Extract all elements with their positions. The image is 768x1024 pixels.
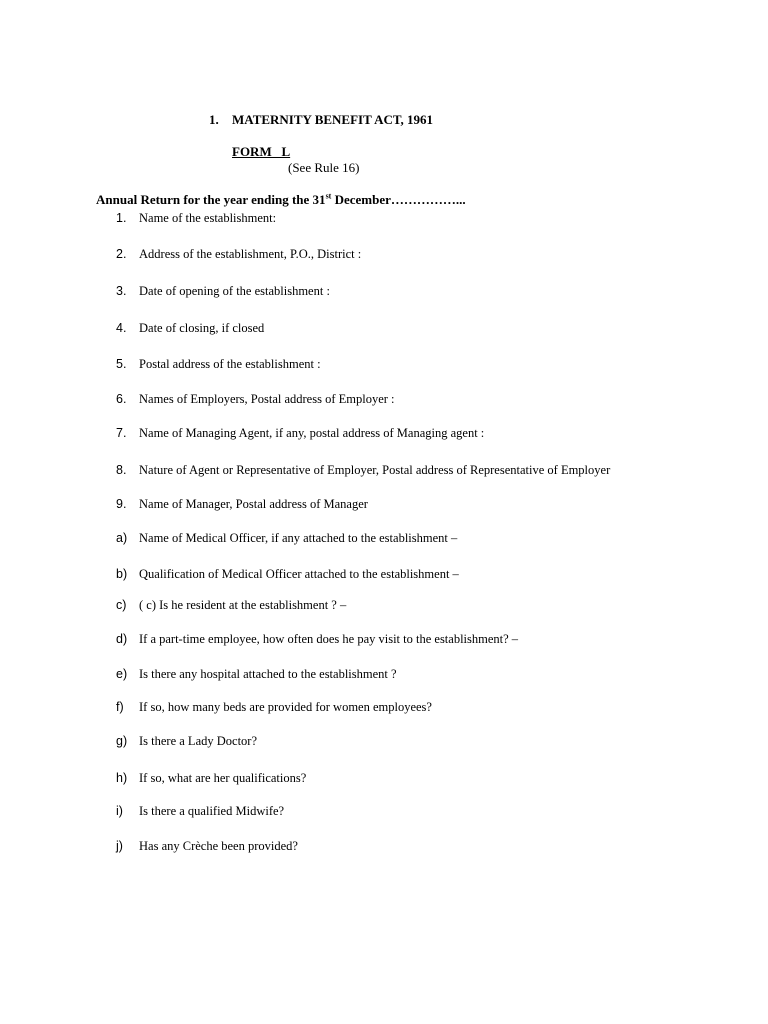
annual-return-prefix: Annual Return for the year ending the 31 xyxy=(96,192,326,207)
list-item xyxy=(116,497,736,515)
list-item xyxy=(116,632,736,650)
list-item-text: Is there a Lady Doctor? xyxy=(139,734,257,748)
list-item-text: Postal address of the establishment : xyxy=(139,357,321,371)
list-item-text: Date of opening of the establishment : xyxy=(139,284,330,298)
list-item-text: Nature of Agent or Representative of Employer, Postal address of Representative of Employer xyxy=(139,463,611,477)
list-item-text: Names of Employers, Postal address of Employer : xyxy=(139,392,395,406)
list-item-text: Has any Crèche been provided? xyxy=(139,839,298,853)
list-item xyxy=(116,771,736,789)
list-item-marker: 4. xyxy=(116,321,127,335)
list-item-marker: d) xyxy=(116,632,128,646)
list-item xyxy=(116,357,736,375)
list-item-marker: 1. xyxy=(116,211,127,225)
list-item-marker: 9. xyxy=(116,497,127,511)
annual-return-superscript: st xyxy=(325,191,332,201)
list-item-marker: a) xyxy=(116,531,128,545)
list-item-text: Name of Managing Agent, if any, postal address of Managing agent : xyxy=(139,426,485,440)
list-item-text: Name of Medical Officer, if any attached to the establishment – xyxy=(139,531,458,545)
act-heading xyxy=(209,112,433,128)
list-item xyxy=(116,734,736,752)
list-item-text: Qualification of Medical Officer attached to the establishment – xyxy=(139,567,459,581)
list-item-text: Is there any hospital attached to the establishment ? xyxy=(139,667,397,681)
act-heading-title: MATERNITY BENEFIT ACT, 1961 xyxy=(232,112,434,127)
list-item-text: Is there a qualified Midwife? xyxy=(139,804,285,818)
list-item xyxy=(116,804,736,822)
list-item xyxy=(116,667,736,685)
list-item xyxy=(116,247,736,265)
list-item-text: ( c) Is he resident at the establishment ? – xyxy=(139,598,347,612)
list-item xyxy=(116,463,736,481)
list-item-marker: e) xyxy=(116,667,128,681)
list-item-text: If a part-time employee, how often does he pay visit to the establishment? – xyxy=(139,632,519,646)
list-item-text: If so, how many beds are provided for women employees? xyxy=(139,700,432,714)
rule-reference: (See Rule 16) xyxy=(288,160,360,175)
list-item xyxy=(116,426,736,444)
list-item-marker: g) xyxy=(116,734,128,748)
list-item-marker: 6. xyxy=(116,392,127,406)
list-item xyxy=(116,567,736,585)
list-item-text: Name of Manager, Postal address of Manager xyxy=(139,497,368,511)
list-item-marker: 7. xyxy=(116,426,127,440)
list-item xyxy=(116,284,736,302)
list-item-marker: 3. xyxy=(116,284,127,298)
list-item xyxy=(116,321,736,339)
list-item-marker: b) xyxy=(116,567,128,581)
list-item-marker: i) xyxy=(116,804,123,818)
list-item xyxy=(116,598,736,616)
list-item xyxy=(116,700,736,718)
annual-return-suffix: December……………... xyxy=(331,192,466,207)
act-heading-number: 1. xyxy=(209,112,219,127)
list-item xyxy=(116,839,736,857)
list-item-marker: f) xyxy=(116,700,124,714)
list-item xyxy=(116,211,736,229)
list-item-text: Date of closing, if closed xyxy=(139,321,265,335)
list-item xyxy=(116,531,736,549)
list-item-text: Name of the establishment: xyxy=(139,211,277,225)
list-item-text: If so, what are her qualifications? xyxy=(139,771,307,785)
form-title: FORM L xyxy=(232,144,291,159)
list-item-marker: 8. xyxy=(116,463,127,477)
list-item-marker: j) xyxy=(116,839,123,853)
annual-return-line xyxy=(96,192,466,208)
list-item-marker: 5. xyxy=(116,357,127,371)
list-item-text: Address of the establishment, P.O., District : xyxy=(139,247,362,261)
list-item-marker: 2. xyxy=(116,247,127,261)
list-item xyxy=(116,392,736,410)
list-item-marker: c) xyxy=(116,598,127,612)
list-item-marker: h) xyxy=(116,771,128,785)
